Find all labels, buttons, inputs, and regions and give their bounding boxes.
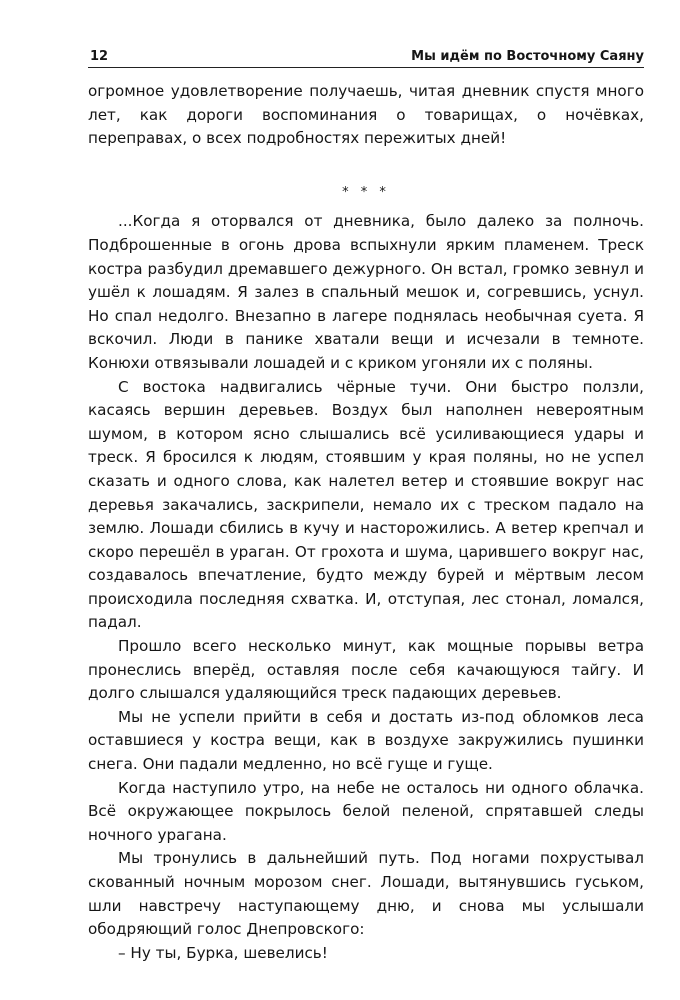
body-text (88, 80, 644, 965)
paragraph: Когда наступило утро, на небе не осталось ни одного облачка. Всё окружающее покрылось белой пеленой, спрятавшей следы ночного урагана. (88, 778, 644, 844)
paragraph: ...Когда я оторвался от дневника, было далеко за полночь. Подброшенные в огонь дрова вспыхнули ярким пламенем. Треск костра разбудил дремавшего дежурного. Он встал, громко зевнул и ушёл к лошадям. Я залез в спальный мешок и, согревшись, уснул. Но спал недолго. Внезапно в лагере поднялась необычная суета. Я вскочил. Люди в панике хватали вещи и исчезали в темноте. Конюхи отвязывали лошадей и с криком угоняли их с поляны. (88, 212, 644, 372)
book-page (88, 0, 644, 1000)
paragraph: С востока надвигались чёрные тучи. Они быстро ползли, касаясь вершин деревьев. Воздух был наполнен невероятным шумом, в котором ясно слышались всё усиливающиеся удары и треск. Я бросился к людям, стоявшим у края поляны, но не успел сказать и одного слова, как налетел ветер и стоявшие вокруг нас деревья закачались, заскрипели, немало их с треском падало на землю. Лошади сбились в кучу и насторожились. А ветер крепчал и скоро перешёл в ураган. От грохота и шума, царившего вокруг нас, создавалось впечатление, будто между бурей и мёртвым лесом происходила последняя схватка. И, отступая, лес стонал, ломался, падал. (88, 377, 644, 632)
paragraph: Мы тронулись в дальнейший путь. Под ногами похрустывал скованный ночным морозом снег. Лошади, вытянувшись гуськом, шли навстречу наступающему дню, и снова мы услышали ободряющий голос Днепровского: (88, 849, 644, 939)
paragraph: Прошло всего несколько минут, как мощные порывы ветра пронеслись вперёд, оставляя после себя качающуюся тайгу. И долго слышался удаляющийся треск падающих деревьев. (88, 637, 644, 703)
paragraph-continuation: огромное удовлетворение получаешь, читая дневник спустя много лет, как дороги воспоминания о товарищах, о ночёвках, переправах, о всех подробностях пережитых дней! (88, 82, 644, 148)
paragraph: Мы не успели прийти в себя и достать из-под обломков леса оставшиеся у костра вещи, как в воздухе закружились пушинки снега. Они падали медленно, но всё гуще и гуще. (88, 707, 644, 774)
running-title: Мы идём по Восточному Саяну (411, 49, 644, 64)
page-number: 12 (90, 49, 109, 64)
section-separator: * * * (342, 184, 390, 200)
dialogue-line: – Ну ты, Бурка, шевелись! (118, 943, 328, 962)
running-header (88, 49, 644, 68)
